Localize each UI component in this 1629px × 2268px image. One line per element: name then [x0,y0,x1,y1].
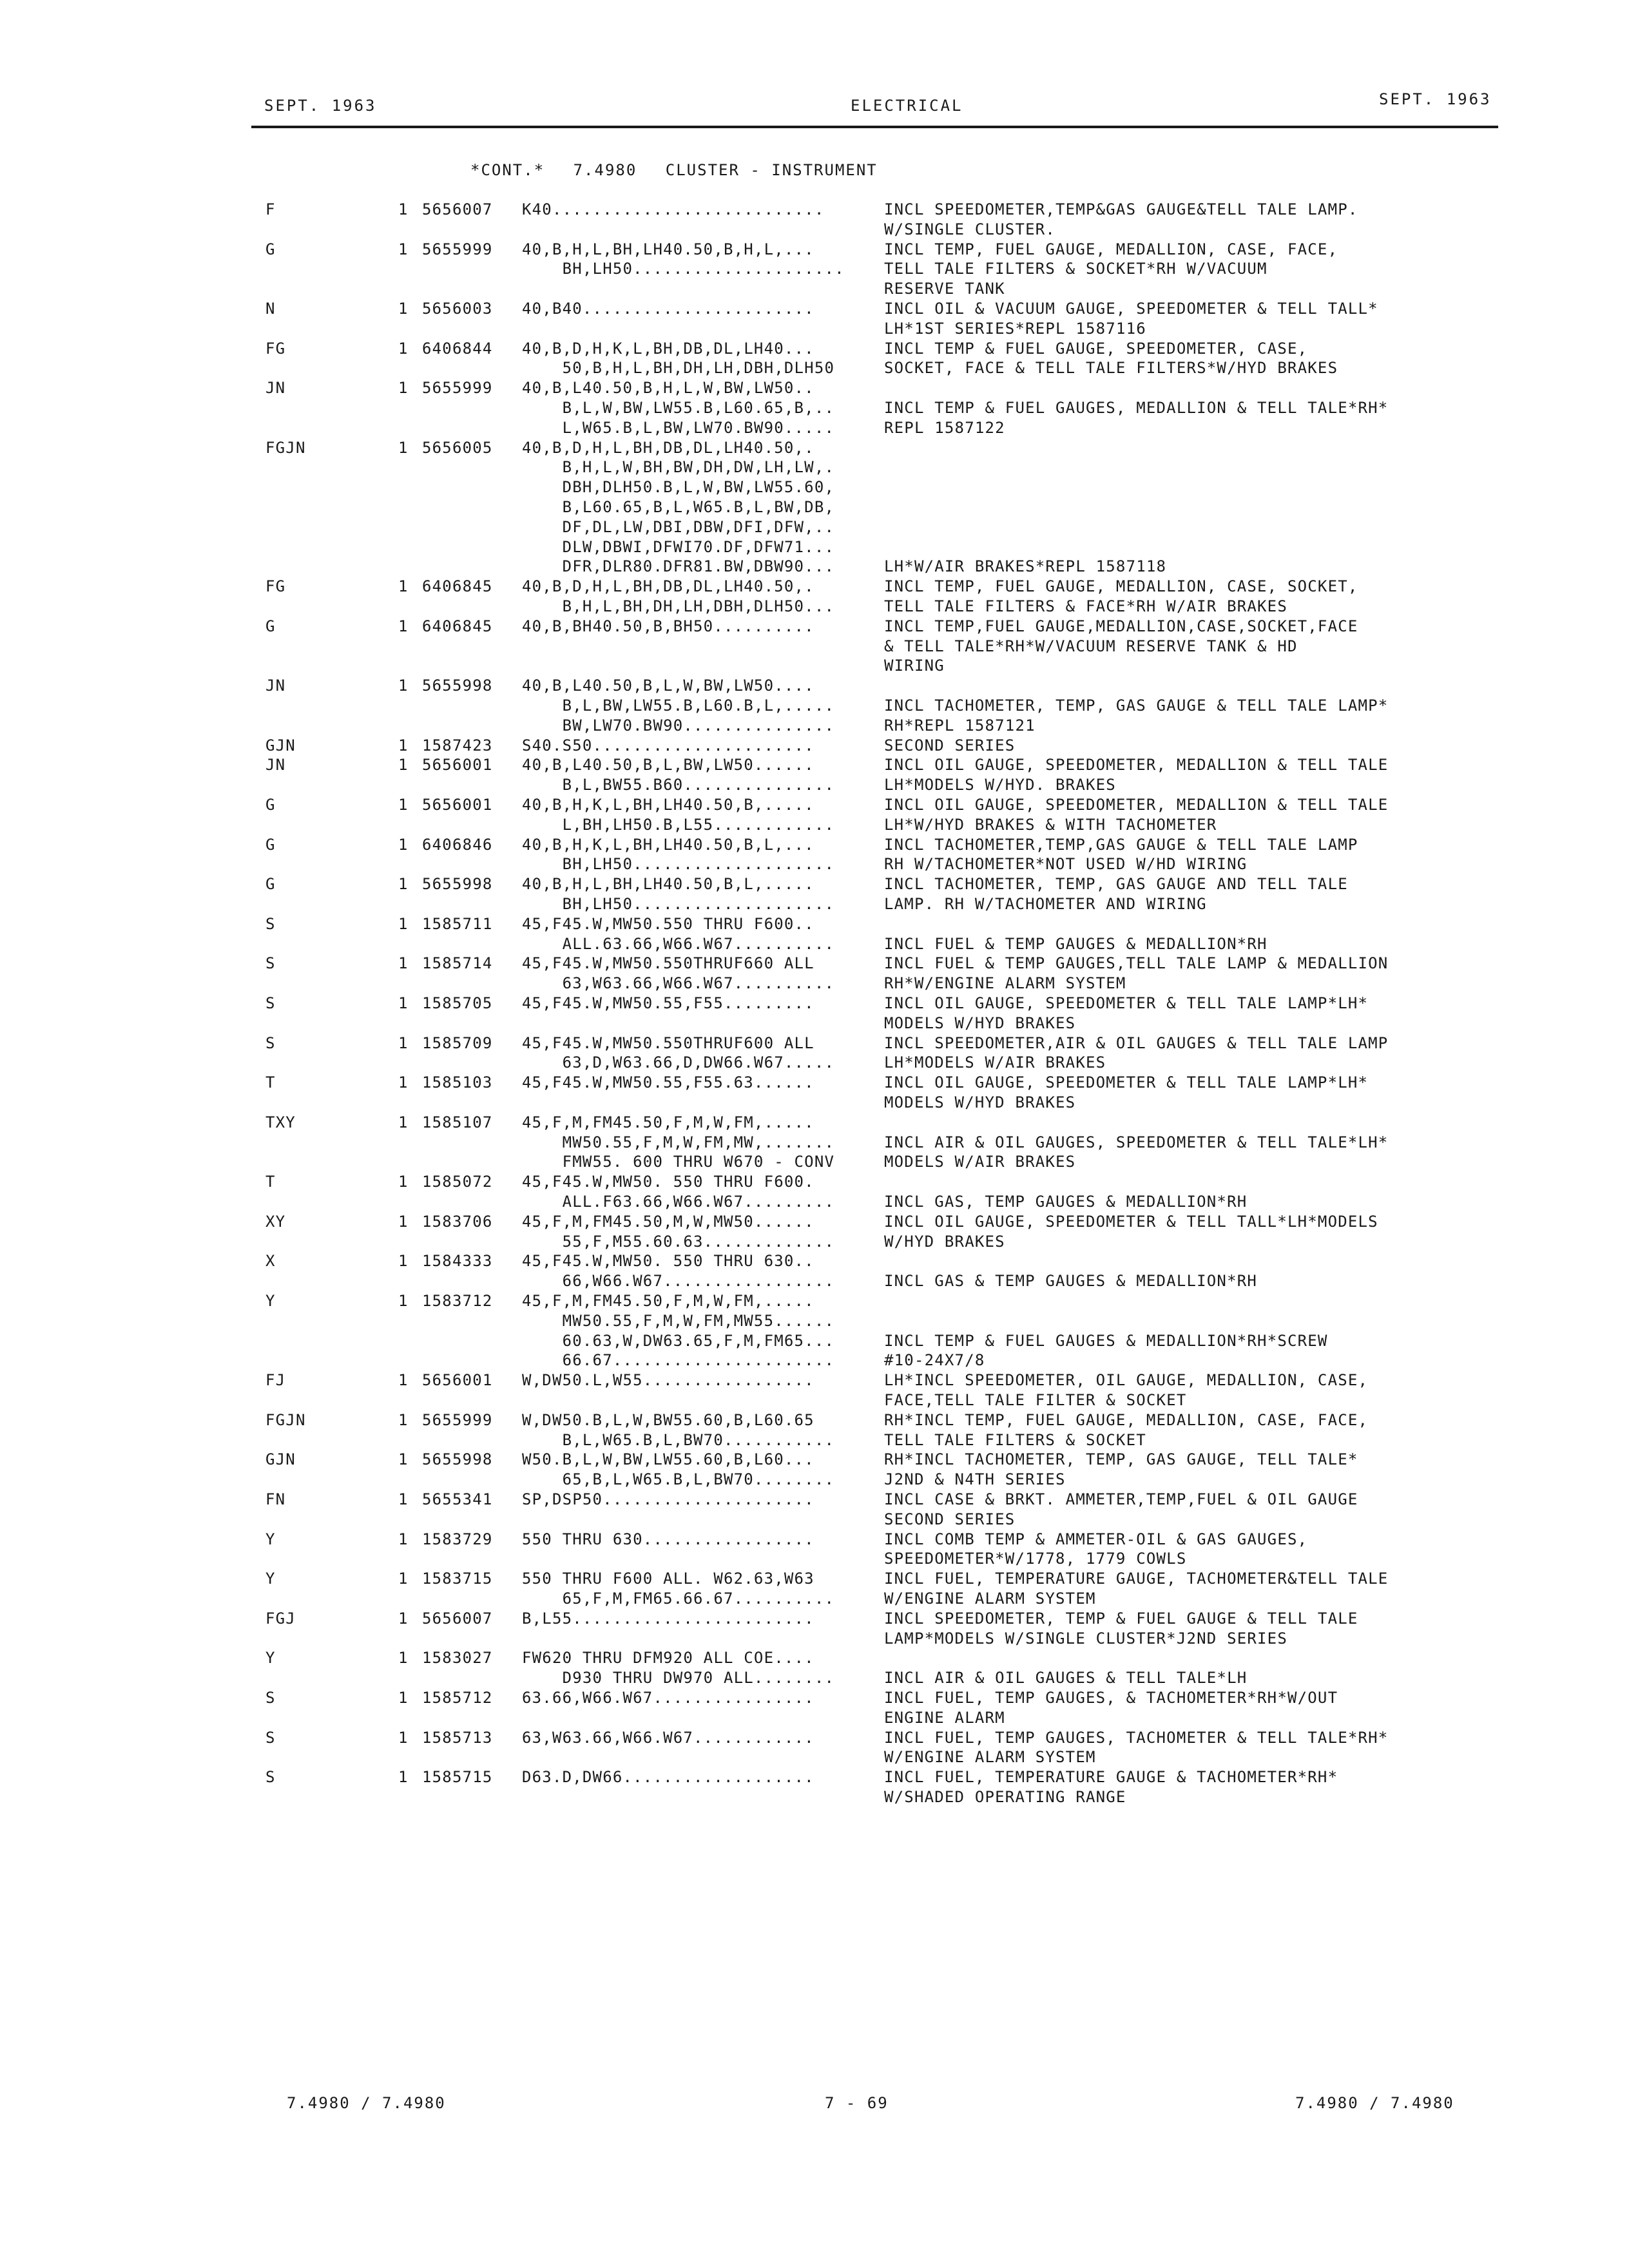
row-application: 45,F45.W,MW50.550THRUF600 ALL 63,D,W63.66,D,DW66.W67..... [522,1033,835,1072]
row-models: JN [265,379,286,398]
row-quantity: 1 [398,300,409,318]
row-description: INCL TEMP,FUEL GAUGE,MEDALLION,CASE,SOCKET,FACE & TELL TALE*RH*W/VACUUM RESERVE TANK & HD WIRING [884,617,1358,675]
row-models: S [265,1689,276,1707]
row-quantity: 1 [398,1450,409,1469]
row-part-number: 1585715 [422,1768,493,1787]
row-part-number: 5655999 [422,240,493,258]
row-quantity: 1 [398,339,409,358]
row-models: G [265,835,276,854]
section-number: 7.4980 [573,161,637,179]
row-application: 45,F45.W,MW50. 550 THRU F600. ALL.F63.66,W66.W67......... [522,1173,835,1211]
row-application: 40,B,H,K,L,BH,LH40.50,B,L,... BH,LH50.................... [522,835,835,874]
row-part-number: 6406844 [422,339,493,358]
row-part-number: 1585714 [422,954,493,973]
row-models: JN [265,677,286,695]
row-application: FW620 THRU DFM920 ALL COE.... D930 THRU DW970 ALL........ [522,1649,835,1687]
row-part-number: 5655341 [422,1490,493,1508]
row-quantity: 1 [398,835,409,854]
row-description: SECOND SERIES [884,736,1016,754]
row-part-number: 1585072 [422,1173,493,1191]
row-description: INCL TACHOMETER, TEMP, GAS GAUGE AND TELL TALE LAMP. RH W/TACHOMETER AND WIRING [884,875,1348,913]
row-models: GJN [265,736,296,754]
row-description: INCL TEMP & FUEL GAUGES, MEDALLION & TELL TALE*RH* REPL 1587122 [884,398,1389,437]
row-application: 45,F45.W,MW50.550 THRU F600.. ALL.63.66,W66.W67.......... [522,914,835,953]
row-description: INCL TACHOMETER, TEMP, GAS GAUGE & TELL TALE LAMP* RH*REPL 1587121 [884,696,1389,735]
row-part-number: 5656001 [422,756,493,774]
row-description: INCL OIL GAUGE, SPEEDOMETER & TELL TALE LAMP*LH* MODELS W/HYD BRAKES [884,994,1369,1032]
row-application: 40,B,H,L,BH,LH40.50,B,H,L,... BH,LH50..................... [522,240,845,278]
row-application: 63,W63.66,W66.W67............ [522,1728,815,1747]
row-quantity: 1 [398,438,409,457]
row-part-number: 1584333 [422,1252,493,1271]
row-models: XY [265,1212,286,1231]
row-description: INCL TEMP, FUEL GAUGE, MEDALLION, CASE, FACE, TELL TALE FILTERS & SOCKET*RH W/VACUUM RESERVE TANK [884,240,1338,298]
row-quantity: 1 [398,1768,409,1787]
footer-left: 7.4980 / 7.4980 [287,2094,446,2112]
row-models: FGJN [265,438,306,457]
row-quantity: 1 [398,240,409,258]
row-quantity: 1 [398,1173,409,1191]
row-quantity: 1 [398,1728,409,1747]
row-quantity: 1 [398,736,409,754]
row-description: INCL SPEEDOMETER,AIR & OIL GAUGES & TELL TALE LAMP LH*MODELS W/AIR BRAKES [884,1033,1389,1072]
row-application: 40,B,L40.50,B,H,L,W,BW,LW50.. B,L,W,BW,LW55.B,L60.65,B,.. L,W65.B,L,BW,LW70.BW90..... [522,379,835,437]
header-rule [251,126,1498,128]
row-description: INCL TACHOMETER,TEMP,GAS GAUGE & TELL TALE LAMP RH W/TACHOMETER*NOT USED W/HD WIRING [884,835,1358,874]
row-quantity: 1 [398,1490,409,1508]
row-application: 40,B,H,K,L,BH,LH40.50,B,..... L,BH,LH50.B,L55............ [522,796,835,834]
row-part-number: 5656001 [422,796,493,814]
row-quantity: 1 [398,1410,409,1429]
row-part-number: 5655998 [422,677,493,695]
row-models: T [265,1073,276,1092]
row-description: INCL AIR & OIL GAUGES, SPEEDOMETER & TELL TALE*LH* MODELS W/AIR BRAKES [884,1133,1389,1171]
row-description: LH*INCL SPEEDOMETER, OIL GAUGE, MEDALLION, CASE, FACE,TELL TALE FILTER & SOCKET [884,1371,1369,1409]
row-models: GJN [265,1450,296,1469]
row-application: 40,B40....................... [522,300,815,318]
row-quantity: 1 [398,914,409,933]
row-models: G [265,796,276,814]
row-part-number: 1585107 [422,1113,493,1131]
row-models: X [265,1252,276,1271]
row-part-number: 1583712 [422,1292,493,1310]
row-quantity: 1 [398,379,409,398]
row-description: RH*INCL TEMP, FUEL GAUGE, MEDALLION, CASE, FACE, TELL TALE FILTERS & SOCKET [884,1410,1369,1449]
row-application: 40,B,L40.50,B,L,BW,LW50...... B,L,BW55.B60............... [522,756,835,794]
section-heading [470,161,896,179]
row-description: INCL TEMP & FUEL GAUGES & MEDALLION*RH*SCREW #10-24X7/8 [884,1331,1328,1370]
row-description: INCL GAS & TEMP GAUGES & MEDALLION*RH [884,1272,1258,1291]
row-part-number: 1585705 [422,994,493,1012]
row-description: INCL FUEL & TEMP GAUGES,TELL TALE LAMP & MEDALLION RH*W/ENGINE ALARM SYSTEM [884,954,1389,993]
row-part-number: 1585709 [422,1033,493,1052]
row-application: 63.66,W66.W67................ [522,1689,815,1707]
header-date-right: SEPT. 1963 [1379,90,1492,108]
row-quantity: 1 [398,796,409,814]
row-application: 40,B,D,H,K,L,BH,DB,DL,LH40... 50,B,H,L,BH,DH,LH,DBH,DLH50 [522,339,835,378]
row-application: 40,B,BH40.50,B,BH50.......... [522,617,815,635]
row-part-number: 1585713 [422,1728,493,1747]
row-models: G [265,240,276,258]
row-quantity: 1 [398,577,409,596]
row-quantity: 1 [398,954,409,973]
row-quantity: 1 [398,1113,409,1131]
row-models: TXY [265,1113,296,1131]
row-quantity: 1 [398,1073,409,1092]
row-part-number: 6406845 [422,617,493,635]
row-description: INCL OIL & VACUUM GAUGE, SPEEDOMETER & TELL TALL* LH*1ST SERIES*REPL 1587116 [884,300,1378,338]
row-models: FG [265,577,286,596]
row-application: S40.S50...................... [522,736,815,754]
row-description: INCL COMB TEMP & AMMETER-OIL & GAS GAUGES, SPEEDOMETER*W/1778, 1779 COWLS [884,1530,1308,1568]
section-title: CLUSTER - INSTRUMENT [665,161,878,179]
row-application: 550 THRU 630................. [522,1530,815,1548]
row-quantity: 1 [398,756,409,774]
row-application: 550 THRU F600 ALL. W62.63,W63 65,F,M,FM65.66.67.......... [522,1570,835,1608]
row-quantity: 1 [398,1530,409,1548]
row-part-number: 5656007 [422,200,493,218]
row-part-number: 6406845 [422,577,493,596]
row-models: FGJN [265,1410,306,1429]
row-application: 45,F45.W,MW50. 550 THRU 630.. 66,W66.W67................. [522,1252,835,1291]
row-models: S [265,1728,276,1747]
row-models: T [265,1173,276,1191]
row-description: INCL TEMP & FUEL GAUGE, SPEEDOMETER, CASE, SOCKET, FACE & TELL TALE FILTERS*W/HYD BRAKES [884,339,1338,378]
row-part-number: 1583706 [422,1212,493,1231]
row-models: S [265,1033,276,1052]
row-quantity: 1 [398,1609,409,1628]
row-quantity: 1 [398,1570,409,1588]
row-quantity: 1 [398,677,409,695]
row-models: G [265,875,276,894]
row-application: W,DW50.B,L,W,BW55.60,B,L60.65 B,L,W65.B,L,BW70........... [522,1410,835,1449]
row-description: INCL FUEL, TEMP GAUGES, & TACHOMETER*RH*W/OUT ENGINE ALARM [884,1689,1338,1727]
row-models: Y [265,1530,276,1548]
row-part-number: 1585712 [422,1689,493,1707]
row-part-number: 5655999 [422,379,493,398]
row-models: FG [265,339,286,358]
row-models: Y [265,1292,276,1310]
row-part-number: 1587423 [422,736,493,754]
row-models: S [265,914,276,933]
row-quantity: 1 [398,1292,409,1310]
row-quantity: 1 [398,1212,409,1231]
row-quantity: 1 [398,200,409,218]
section-cont: *CONT.* [470,161,545,179]
row-description: LH*W/AIR BRAKES*REPL 1587118 [884,557,1167,576]
row-description: RH*INCL TACHOMETER, TEMP, GAS GAUGE, TELL TALE* J2ND & N4TH SERIES [884,1450,1358,1489]
row-application: 40,B,H,L,BH,LH40.50,B,L,..... BH,LH50.................... [522,875,835,913]
row-application: 45,F45.W,MW50.55,F55......... [522,994,815,1012]
row-description: INCL OIL GAUGE, SPEEDOMETER & TELL TALL*LH*MODELS W/HYD BRAKES [884,1212,1378,1251]
row-application: 40,B,D,H,L,BH,DB,DL,LH40.50,. B,H,L,W,BH,BW,DH,DW,LH,LW,. DBH,DLH50.B,L,W,BW,LW55.60, B,L60.65,B,L,W65.B,L,BW,DB, DF,DL,LW,DBI,DBW,DFI,DFW,.. DLW,DBWI,DFWI70.DF,DFW71... DFR,DLR80.DFR81.BW,DBW90... [522,438,835,576]
row-application: 45,F45.W,MW50.55,F55.63...... [522,1073,815,1092]
row-models: Y [265,1649,276,1667]
row-application: B,L55........................ [522,1609,815,1628]
row-part-number: 1583715 [422,1570,493,1588]
row-description: INCL FUEL, TEMPERATURE GAUGE & TACHOMETER*RH* W/SHADED OPERATING RANGE [884,1768,1338,1806]
row-application: W,DW50.L,W55................. [522,1371,815,1390]
row-quantity: 1 [398,1689,409,1707]
row-models: S [265,1768,276,1787]
row-part-number: 5655998 [422,875,493,894]
row-part-number: 5655998 [422,1450,493,1469]
row-application: 45,F45.W,MW50.550THRUF660 ALL 63,W63.66,W66.W67.......... [522,954,835,993]
row-quantity: 1 [398,617,409,635]
row-part-number: 5656001 [422,1371,493,1390]
row-description: INCL FUEL, TEMPERATURE GAUGE, TACHOMETER&TELL TALE W/ENGINE ALARM SYSTEM [884,1570,1389,1608]
row-description: INCL OIL GAUGE, SPEEDOMETER & TELL TALE LAMP*LH* MODELS W/HYD BRAKES [884,1073,1369,1111]
row-description: INCL AIR & OIL GAUGES & TELL TALE*LH [884,1669,1248,1687]
row-part-number: 1585711 [422,914,493,933]
row-part-number: 1583027 [422,1649,493,1667]
row-part-number: 1583729 [422,1530,493,1548]
row-models: FN [265,1490,286,1508]
row-application: 40,B,D,H,L,BH,DB,DL,LH40.50,. B,H,L,BH,DH,LH,DBH,DLH50... [522,577,835,615]
row-description: INCL FUEL & TEMP GAUGES & MEDALLION*RH [884,934,1268,953]
row-part-number: 5656005 [422,438,493,457]
row-models: S [265,954,276,973]
row-models: F [265,200,276,218]
row-part-number: 5655999 [422,1410,493,1429]
row-quantity: 1 [398,1371,409,1390]
header-section: ELECTRICAL [851,97,963,115]
row-description: INCL GAS, TEMP GAUGES & MEDALLION*RH [884,1192,1248,1211]
row-quantity: 1 [398,1649,409,1667]
row-application: D63.D,DW66................... [522,1768,815,1787]
row-models: FJ [265,1371,286,1390]
row-application: 45,F,M,FM45.50,F,M,W,FM,..... MW50.55,F,M,W,FM,MW55...... 60.63,W,DW63.65,F,M,FM65... 66.67...................... [522,1292,835,1370]
row-part-number: 6406846 [422,835,493,854]
row-models: G [265,617,276,635]
row-application: K40........................... [522,200,825,218]
row-application: 45,F,M,FM45.50,F,M,W,FM,..... MW50.55,F,M,W,FM,MW,....... FMW55. 600 THRU W670 - CONV [522,1113,835,1171]
footer-page-number: 7 - 69 [825,2094,889,2112]
row-quantity: 1 [398,875,409,894]
row-description: INCL SPEEDOMETER, TEMP & FUEL GAUGE & TELL TALE LAMP*MODELS W/SINGLE CLUSTER*J2ND SERIES [884,1609,1358,1648]
footer-right: 7.4980 / 7.4980 [1295,2094,1454,2112]
row-part-number: 5656003 [422,300,493,318]
row-description: INCL CASE & BRKT. AMMETER,TEMP,FUEL & OIL GAUGE SECOND SERIES [884,1490,1358,1528]
row-application: 40,B,L40.50,B,L,W,BW,LW50.... B,L,BW,LW55.B,L60.B,L,..... BW,LW70.BW90............... [522,677,835,735]
row-description: INCL OIL GAUGE, SPEEDOMETER, MEDALLION & TELL TALE LH*MODELS W/HYD. BRAKES [884,756,1389,794]
row-description: INCL SPEEDOMETER,TEMP&GAS GAUGE&TELL TALE LAMP. W/SINGLE CLUSTER. [884,200,1358,238]
row-application: SP,DSP50..................... [522,1490,815,1508]
row-models: JN [265,756,286,774]
row-application: W50.B,L,W,BW,LW55.60,B,L60... 65,B,L,W65.B,L,BW70........ [522,1450,835,1489]
row-description: INCL OIL GAUGE, SPEEDOMETER, MEDALLION & TELL TALE LH*W/HYD BRAKES & WITH TACHOMETER [884,796,1389,834]
row-description: INCL FUEL, TEMP GAUGES, TACHOMETER & TELL TALE*RH* W/ENGINE ALARM SYSTEM [884,1728,1389,1767]
row-quantity: 1 [398,1252,409,1271]
row-part-number: 1585103 [422,1073,493,1092]
row-models: S [265,994,276,1012]
row-models: FGJ [265,1609,296,1628]
row-part-number: 5656007 [422,1609,493,1628]
header-date-left: SEPT. 1963 [264,97,377,115]
row-quantity: 1 [398,1033,409,1052]
row-application: 45,F,M,FM45.50,M,W,MW50...... 55,F,M55.60.63............. [522,1212,835,1251]
row-description: INCL TEMP, FUEL GAUGE, MEDALLION, CASE, SOCKET, TELL TALE FILTERS & FACE*RH W/AIR BRAKES [884,577,1358,615]
row-models: Y [265,1570,276,1588]
row-quantity: 1 [398,994,409,1012]
row-models: N [265,300,276,318]
